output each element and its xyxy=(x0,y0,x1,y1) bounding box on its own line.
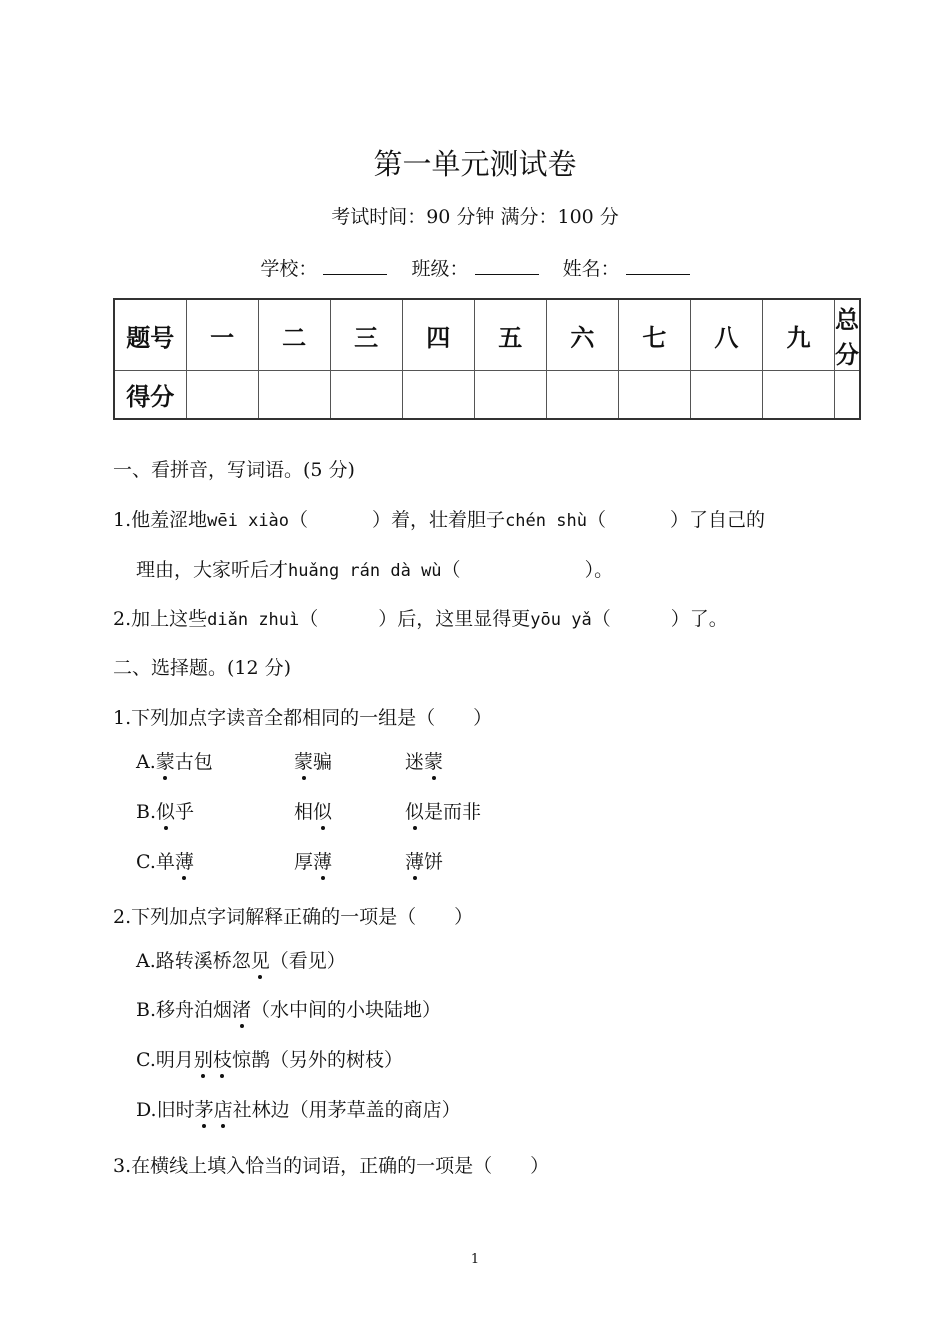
paren-open: （ xyxy=(591,608,611,630)
q1-option-a[interactable] xyxy=(136,747,213,774)
dotted-char: 蒙 xyxy=(424,747,443,774)
score-cell[interactable] xyxy=(618,371,690,419)
section1-q1-line1 xyxy=(113,505,765,532)
q-text: 理由，大家听后才 xyxy=(136,559,289,581)
score-header-cell: 总分 xyxy=(834,299,860,371)
score-cell[interactable] xyxy=(402,371,474,419)
score-row-label: 得分 xyxy=(114,371,186,419)
pinyin: huǎng rán dà wù xyxy=(288,561,442,581)
score-cell[interactable] xyxy=(546,371,618,419)
section1-q2 xyxy=(113,604,728,631)
name-blank xyxy=(626,256,690,275)
score-cell[interactable] xyxy=(474,371,546,419)
score-header-cell: 八 xyxy=(690,299,762,371)
option-text: （水中间的小块陆地） xyxy=(251,999,442,1021)
option-text: 迷 xyxy=(405,751,425,773)
score-cell[interactable] xyxy=(690,371,762,419)
option-text: A.路转溪桥忽 xyxy=(136,950,251,972)
section2-q1: 1.下列加点字读音全都相同的一组是（ ） xyxy=(113,707,493,729)
option-letter: A. xyxy=(136,751,156,773)
page-number: 1 xyxy=(470,1252,480,1267)
student-info-line xyxy=(0,254,950,281)
dotted-char: 见 xyxy=(251,946,270,973)
score-cell[interactable] xyxy=(834,371,860,419)
score-header-cell: 一 xyxy=(186,299,258,371)
q1-option-c-word3 xyxy=(405,847,443,874)
q1-option-c[interactable] xyxy=(136,847,194,874)
dotted-char: 枝 xyxy=(213,1045,232,1072)
q-text: 2.加上这些 xyxy=(113,608,208,630)
pinyin: yōu yǎ xyxy=(530,610,592,630)
q1-option-b-word3 xyxy=(405,797,481,824)
score-header-cell: 六 xyxy=(546,299,618,371)
exam-info: 考试时间：90 分钟 满分：100 分 xyxy=(331,206,619,228)
dotted-char: 似 xyxy=(405,797,424,824)
score-table xyxy=(113,298,861,420)
q2-option-a[interactable] xyxy=(136,946,346,973)
pinyin: chén shù xyxy=(505,511,587,531)
page-title: 第一单元测试卷 xyxy=(373,147,577,181)
dotted-char: 茅 xyxy=(195,1095,214,1122)
section2-q2: 2.下列加点字词解释正确的一项是（ ） xyxy=(113,906,474,928)
dotted-char: 薄 xyxy=(405,847,424,874)
option-text: 饼 xyxy=(424,851,444,873)
q-text: ）后，这里显得更 xyxy=(378,608,531,630)
paren-open: （ xyxy=(299,608,319,630)
score-header-cell: 五 xyxy=(474,299,546,371)
section2-q3: 3.在横线上填入恰当的词语，正确的一项是（ ） xyxy=(113,1155,550,1177)
q2-option-d[interactable] xyxy=(136,1095,461,1122)
dotted-char: 蒙 xyxy=(156,747,175,774)
option-letter: B. xyxy=(136,801,157,823)
q1-option-a-word3 xyxy=(405,747,443,774)
pinyin: diǎn zhuì xyxy=(207,610,300,630)
option-text: C.单 xyxy=(136,851,175,873)
paren-open: （ xyxy=(441,559,461,581)
score-cell[interactable] xyxy=(762,371,834,419)
score-header-cell: 七 xyxy=(618,299,690,371)
section1-heading: 一、看拼音，写词语。(5 分) xyxy=(113,459,355,481)
option-text: C.明月 xyxy=(136,1049,194,1071)
dotted-char: 似 xyxy=(313,797,332,824)
q-text: ）着，壮着胆子 xyxy=(372,509,506,531)
option-text: 惊鹊（另外的树枝） xyxy=(231,1049,403,1071)
class-label: 班级： xyxy=(411,258,469,280)
option-text: 厚 xyxy=(294,851,314,873)
score-table-score-row xyxy=(114,371,860,419)
section1-q1-line2 xyxy=(136,555,613,582)
score-header-cell: 九 xyxy=(762,299,834,371)
dotted-char: 蒙 xyxy=(294,747,313,774)
score-table-header-row xyxy=(114,299,860,371)
option-text: 乎 xyxy=(175,801,195,823)
score-cell[interactable] xyxy=(258,371,330,419)
q2-option-c[interactable] xyxy=(136,1045,403,1072)
dotted-char: 店 xyxy=(214,1095,233,1122)
option-text: 骗 xyxy=(313,751,333,773)
q1-option-c-word2 xyxy=(294,847,332,874)
q-text: ）。 xyxy=(584,559,614,581)
q1-option-b[interactable] xyxy=(136,797,194,824)
paren-open: （ xyxy=(289,509,309,531)
pinyin: wēi xiào xyxy=(207,511,290,531)
score-header-cell: 三 xyxy=(330,299,402,371)
dotted-char: 渚 xyxy=(232,995,251,1022)
dotted-char: 薄 xyxy=(175,847,194,874)
option-text: （看见） xyxy=(269,950,346,972)
option-text: B.移舟泊烟 xyxy=(136,999,233,1021)
paren-open: （ xyxy=(586,509,606,531)
option-text: 是而非 xyxy=(424,801,482,823)
q-text: 1.他羞涩地 xyxy=(113,509,208,531)
q-text: ）了自己的 xyxy=(669,509,765,531)
score-header-cell: 题号 xyxy=(114,299,186,371)
dotted-char: 似 xyxy=(156,797,175,824)
score-header-cell: 四 xyxy=(402,299,474,371)
option-text: 古包 xyxy=(174,751,213,773)
class-blank xyxy=(475,256,539,275)
q2-option-b[interactable] xyxy=(136,995,441,1022)
q-text: ）了。 xyxy=(670,608,728,630)
score-cell[interactable] xyxy=(330,371,402,419)
score-header-cell: 二 xyxy=(258,299,330,371)
option-text: D.旧时 xyxy=(136,1099,195,1121)
option-text: 社林边（用茅草盖的商店） xyxy=(232,1099,461,1121)
q1-option-b-word2 xyxy=(294,797,332,824)
score-cell[interactable] xyxy=(186,371,258,419)
school-label: 学校： xyxy=(260,258,318,280)
dotted-char: 别 xyxy=(194,1045,213,1072)
dotted-char: 薄 xyxy=(313,847,332,874)
name-label: 姓名： xyxy=(562,258,620,280)
option-text: 相 xyxy=(294,801,314,823)
school-blank xyxy=(323,256,387,275)
q1-option-a-word2 xyxy=(294,747,332,774)
section2-heading: 二、选择题。(12 分) xyxy=(113,657,292,679)
